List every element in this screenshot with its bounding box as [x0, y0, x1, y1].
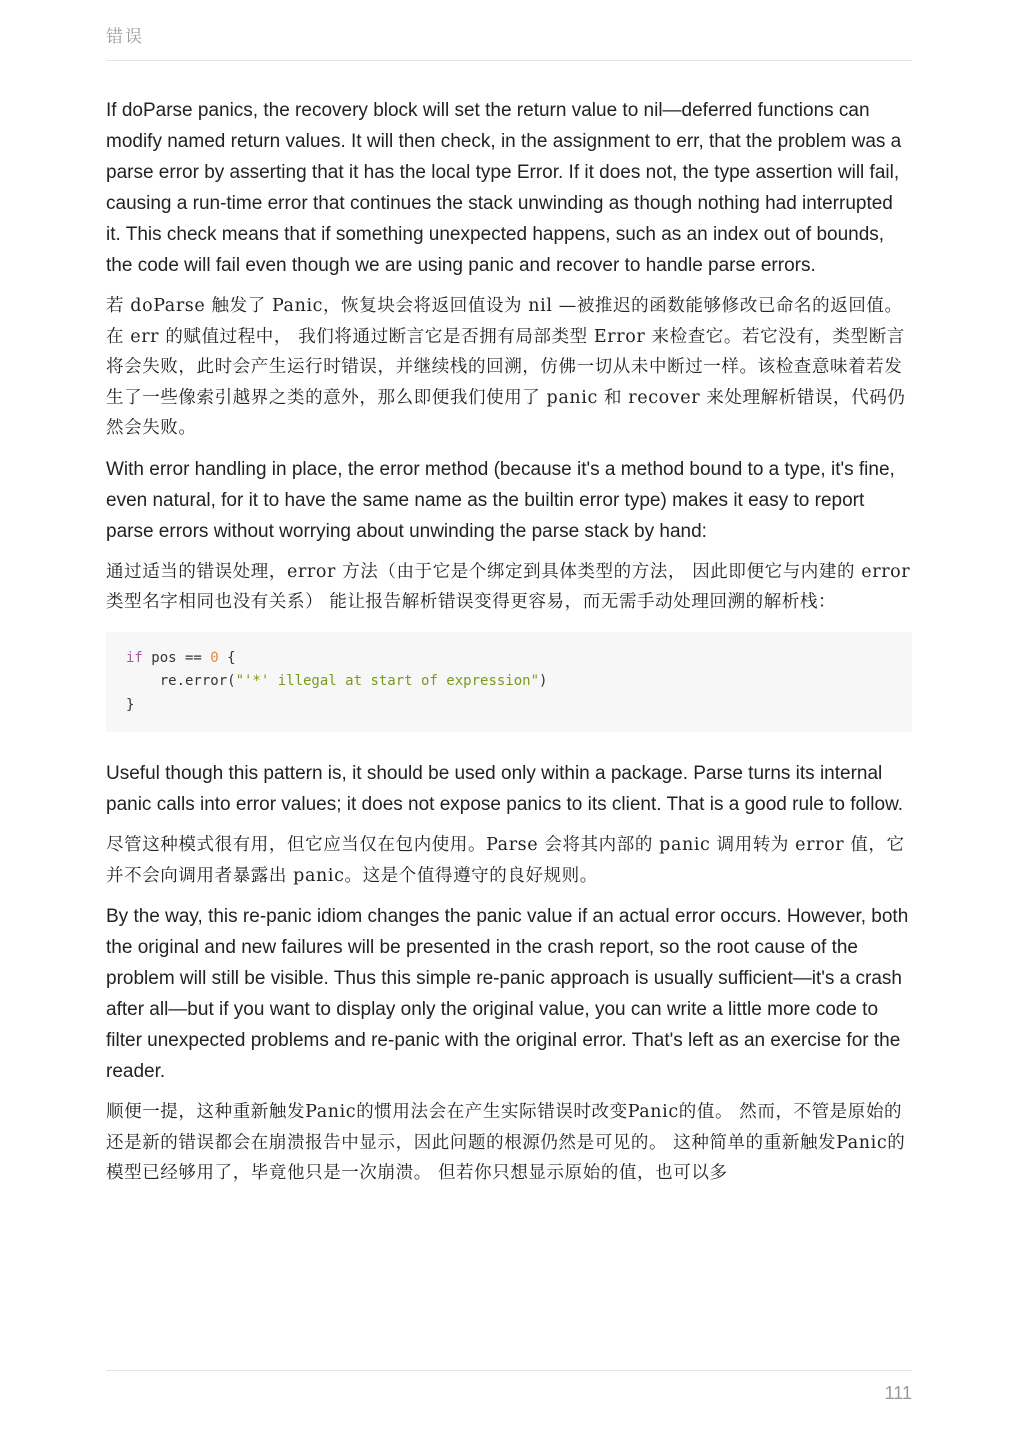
paragraph-zh-3: 尽管这种模式很有用，但它应当仅在包内使用。Parse 会将其内部的 panic 调用转为 error 值，它并不会向调用者暴露出 panic。这是个值得遵守的良好规则。	[106, 835, 905, 886]
paragraph-en-2: With error handling in place, the error method (because it's a method bound to a type, it's fine, even natural, for it to have the same name as the builtin error type) makes it easy to report parse errors without worrying about unwinding the parse stack by hand:	[106, 458, 895, 542]
page-content	[106, 95, 912, 1199]
code-number-zero: 0	[210, 649, 219, 666]
code-line2-pre: re.error(	[126, 673, 236, 689]
paragraph-zh-4: 顺便一提，这种重新触发Panic的惯用法会在产生实际错误时改变Panic的值。 然而，不管是原始的还是新的错误都会在崩溃报告中显示，因此问题的根源仍然是可见的。 这种简单的重新触发Panic的模型已经够用了，毕竟他只是一次崩溃。 但若你只想显示原始的值，也可以多	[106, 1102, 906, 1183]
paragraph-en-1: If doParse panics, the recovery block will set the return value to nil—deferred functions can modify named return values. It will then check, in the assignment to err, that the problem was a parse error by asserting that it has the local type Error. If it does not, the type assertion will fail, causing a run-time error that continues the stack unwinding as though nothing had interrupted it. This check means that if something unexpected happens, such as an index out of bounds, the code will fail even though we are using panic and recover to handle parse errors.	[106, 100, 902, 276]
code-line3: }	[126, 696, 135, 713]
paragraph-en-3: Useful though this pattern is, it should be used only within a package. Parse turns its internal panic calls into error values; it does not expose panics to its client. That is a good rule to follow.	[106, 763, 904, 815]
code-keyword-if: if	[126, 649, 143, 666]
code-line1-end: {	[218, 649, 236, 666]
code-string-literal: "'*' illegal at start of expression"	[235, 673, 540, 689]
header-divider	[106, 60, 912, 61]
paragraph-zh-1: 若 doParse 触发了 Panic，恢复块会将返回值设为 nil —被推迟的函数能够修改已命名的返回值。在 err 的赋值过程中， 我们将通过断言它是否拥有局部类型 Error 来检查它。若它没有，类型断言将会失败，此时会产生运行时错误，并继续栈的回溯，仿佛一切从未中断过一样。该检查意味着若发生了一些像索引越界之类的意外，那么即便我们使用了 panic 和 recover 来处理解析错误，代码仍然会失败。	[106, 296, 906, 438]
page-header-title: 错误	[106, 27, 144, 47]
paragraph-en-4: By the way, this re-panic idiom changes the panic value if an actual error occurs. However, both the original and new failures will be presented in the crash report, so the root cause of the problem will still be visible. Thus this simple re-panic approach is usually sufficient—it's a crash after all—but if you want to display only the original value, you can write a little more code to filter unexpected problems and re-panic with the original error. That's left as an exercise for the reader.	[106, 906, 909, 1082]
paragraph-zh-2: 通过适当的错误处理，error 方法（由于它是个绑定到具体类型的方法， 因此即便它与内建的 error 类型名字相同也没有关系） 能让报告解析错误变得更容易，而无需手动处理回溯的解析栈：	[106, 561, 911, 612]
code-line2-end: )	[539, 673, 548, 689]
footer-divider	[106, 1370, 912, 1371]
code-block	[106, 632, 912, 733]
page-number: 111	[884, 1383, 912, 1403]
code-line1-mid: pos ==	[142, 649, 211, 666]
